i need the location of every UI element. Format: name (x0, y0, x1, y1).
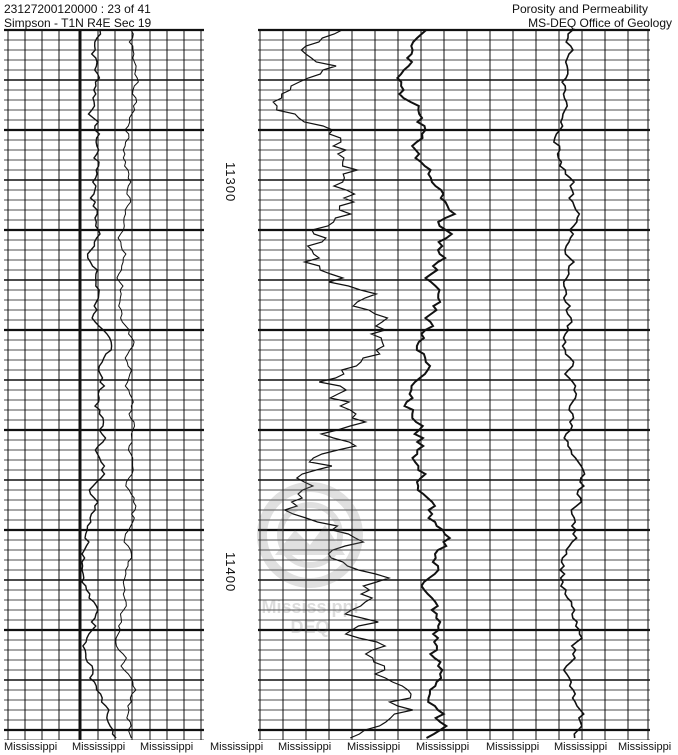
watermark-line1: Mississippi (261, 597, 359, 617)
footer-formation-strip (0, 740, 678, 755)
watermark-seal-icon (245, 475, 375, 605)
watermark-line2: DEQ (290, 617, 330, 637)
footer-label: Mississippi (140, 741, 194, 753)
header-log-type: Porosity and Permeability (511, 2, 648, 16)
header-well-id: 23127200120000 : 23 of 41 (4, 2, 151, 16)
header-well-name: Simpson - T1N R4E Sec 19 (4, 16, 152, 30)
header-agency: MS-DEQ Office of Geology (528, 16, 672, 30)
log-curve-left-2 (116, 30, 139, 738)
footer-label: Mississippi (416, 741, 470, 753)
watermark-logo (245, 475, 375, 645)
depth-label-11400: 11400 (223, 552, 238, 593)
footer-label: Mississippi (278, 741, 332, 753)
footer-label: Mississippi (210, 741, 264, 753)
log-curve-right-2 (397, 30, 454, 738)
footer-label: Mississippi (72, 741, 126, 753)
log-curve-left (82, 30, 116, 738)
footer-label: Mississippi (4, 741, 58, 753)
footer-label: Mississippi (347, 741, 401, 753)
footer-label: Mississippi (618, 741, 672, 753)
footer-label: Mississippi (554, 741, 608, 753)
depth-label-11300: 11300 (223, 162, 238, 203)
footer-label: Mississippi (486, 741, 540, 753)
